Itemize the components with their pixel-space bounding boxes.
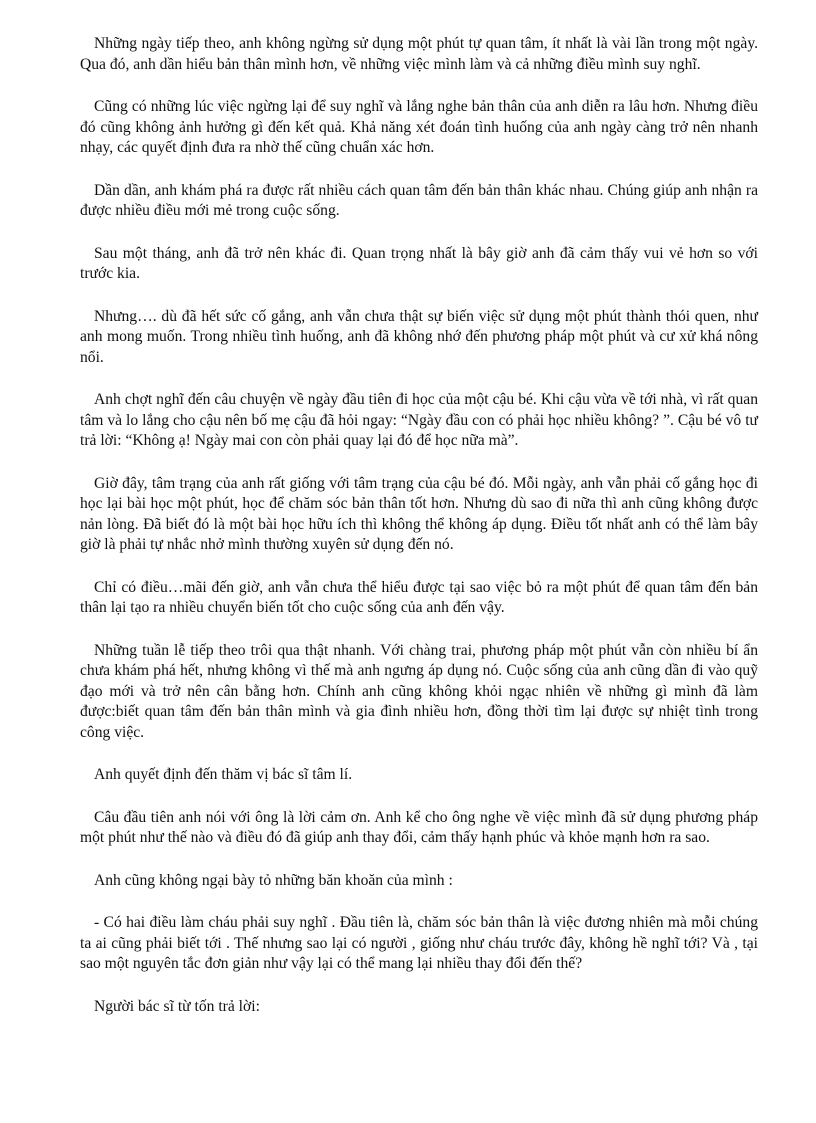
paragraph: Giờ đây, tâm trạng của anh rất giống với tâm trạng của cậu bé đó. Mỗi ngày, anh vẫn phải cố gắng học đi học lại bài học một phút, học để chăm sóc bản thân tốt hơn. Nhưng dù sao đi nữa thì anh cũng không được nản lòng. Đã biết đó là một bài học hữu ích thì không thể không áp dụng. Điều tốt nhất anh có thể làm bây giờ là phải tự nhắc nhở mình thường xuyên sử dụng đến nó. xyxy=(80,474,758,553)
paragraph: Câu đầu tiên anh nói với ông là lời cảm ơn. Anh kể cho ông nghe về việc mình đã sử dụng phương pháp một phút như thế nào và điều đó đã giúp anh thay đổi, cảm thấy hạnh phúc và khỏe mạnh hơn ra sao. xyxy=(80,808,758,846)
paragraph: Anh quyết định đến thăm vị bác sĩ tâm lí. xyxy=(94,766,353,783)
paragraph: Nhưng…. dù đã hết sức cố gắng, anh vẫn chưa thật sự biến việc sử dụng một phút thành thói quen, như anh mong muốn. Trong nhiều tình huống, anh đã không nhớ đến phương pháp một phút và cư xử khá nông nổi. xyxy=(80,307,758,366)
document-page xyxy=(80,34,758,1039)
paragraph: Người bác sĩ từ tốn trả lời: xyxy=(94,997,260,1015)
paragraph: Chỉ có điều…mãi đến giờ, anh vẫn chưa thể hiểu được tại sao việc bỏ ra một phút để quan tâm đến bản thân lại tạo ra nhiều chuyển biến tốt cho cuộc sống của anh đến vậy. xyxy=(80,578,758,616)
paragraph: Anh chợt nghĩ đến câu chuyện về ngày đầu tiên đi học của một cậu bé. Khi cậu vừa về tới nhà, vì rất quan tâm và lo lắng cho cậu nên bố mẹ cậu đã hỏi ngay: “Ngày đầu con có phải học nhiều không? ”. Cậu bé vô tư trả lời: “Không ạ! Ngày mai con còn phải quay lại đó để học nữa mà”. xyxy=(80,391,758,449)
paragraph: Sau một tháng, anh đã trở nên khác đi. Quan trọng nhất là bây giờ anh đã cảm thấy vui vẻ hơn so với trước kia. xyxy=(80,244,758,282)
paragraph: - Có hai điều làm cháu phải suy nghĩ . Đầu tiên là, chăm sóc bản thân là việc đương nhiên mà mỗi chúng ta ai cũng phải biết tới . Thế nhưng sao lại có người , giống như cháu trước đây, không hề nghĩ tới? Và , tại sao một nguyên tắc đơn giản như vậy lại có thể mang lại nhiều thay đổi đến thế? xyxy=(80,914,758,972)
paragraph: Những tuần lễ tiếp theo trôi qua thật nhanh. Với chàng trai, phương pháp một phút vẫn còn nhiều bí ẩn chưa khám phá hết, nhưng không vì thế mà anh ngưng áp dụng nó. Cuộc sống của anh cũng dần đi vào quỹ đạo mới và trở nên cân bằng hơn. Chính anh cũng không khỏi ngạc nhiên về những gì mình đã làm được:biết quan tâm đến bản thân mình và gia đình nhiều hơn, đồng thời tìm lại được sự nhiệt tình trong công việc. xyxy=(80,641,758,741)
paragraph: Cũng có những lúc việc ngừng lại để suy nghĩ và lắng nghe bản thân của anh diễn ra lâu hơn. Nhưng điều đó cũng không ảnh hưởng gì đến kết quả. Khả năng xét đoán tình huống của anh ngày càng trở nên nhanh nhạy, các quyết định đưa ra nhờ thế cũng chuẩn xác hơn. xyxy=(80,98,758,156)
paragraph: Dần dần, anh khám phá ra được rất nhiều cách quan tâm đến bản thân khác nhau. Chúng giúp anh nhận ra được nhiều điều mới mẻ trong cuộc sống. xyxy=(80,181,758,219)
paragraph: Những ngày tiếp theo, anh không ngừng sử dụng một phút tự quan tâm, ít nhất là vài lần trong một ngày. Qua đó, anh dần hiểu bản thân mình hơn, về những việc mình làm và cả những điều mình suy nghĩ. xyxy=(80,35,758,73)
paragraph: Anh cũng không ngại bày tỏ những băn khoăn của mình : xyxy=(94,871,453,889)
